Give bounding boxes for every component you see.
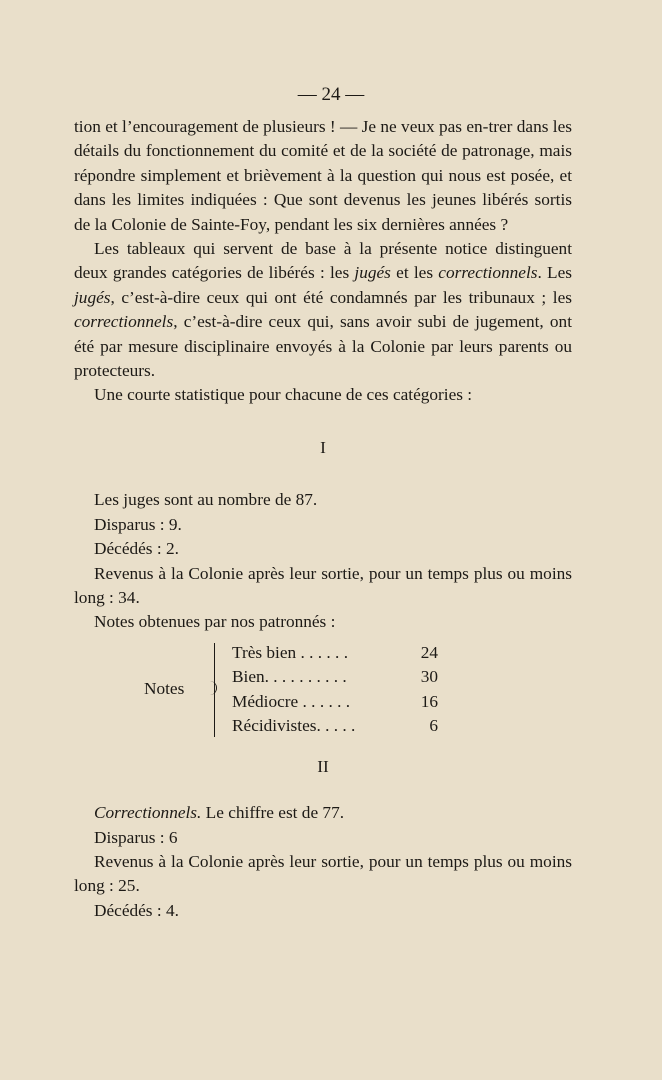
section-heading-2: II [317, 756, 329, 776]
notes-rows [232, 641, 438, 739]
notes-table [74, 641, 572, 741]
notes-row: Bien. . . . . . . . . . 30 [232, 667, 438, 687]
notes-label: Notes [144, 678, 185, 698]
section-heading-1: I [320, 437, 326, 457]
section2-line4: Décédés : 4. [94, 900, 179, 920]
notes-row: Médiocre . . . . . . 16 [232, 691, 438, 711]
section1-line4: Revenus à la Colonie après leur sortie, pour un temps plus ou moins long : 34. [74, 563, 572, 607]
section1-line2: Disparus : 9. [94, 514, 182, 534]
section1-line1: Les juges sont au nombre de 87. [94, 490, 318, 510]
paragraph-1: tion et l’encouragement de plusieurs ! — Je ne veux pas en-trer dans les détails du fonctionnement du comité et de la société de patronage, mais répondre simplement et brièvement à la question qui nous est posée, et dans les limites indiquées : Que sont devenus les jeunes libérés sortis de la Colonie de Sainte-Foy, pendant les six dernières années ? [74, 117, 572, 234]
section1-line5: Notes obtenues par nos patronnés : [94, 612, 336, 632]
page-body [74, 115, 572, 923]
paragraph-2: Les tableaux qui servent de base à la présente notice distinguent deux grandes catégories de libérés : les jugés et les correctionnels. Les jugés, c’est-à-dire ceux qui ont été condamnés par les tribunaux ; les correctionnels, c’est-à-dire ceux qui, sans avoir subi de jugement, ont été par mesure disciplinaire envoyés à la Colonie par leurs parents ou protecteurs. [74, 239, 572, 381]
section2-line1: Correctionnels. Le chiffre est de 77. [94, 803, 345, 823]
notes-row: Récidivistes. . . . . 6 [232, 715, 438, 735]
notes-row: Très bien . . . . . . 24 [232, 642, 438, 662]
section2-line3: Revenus à la Colonie après leur sortie, pour un temps plus ou moins long : 25. [74, 851, 572, 896]
section2-line2: Disparus : 6 [94, 827, 178, 847]
page-number: — 24 — [297, 84, 365, 105]
paragraph-3: Une courte statistique pour chacune de ces catégories : [94, 385, 473, 405]
section1-line3: Décédés : 2. [94, 539, 179, 559]
